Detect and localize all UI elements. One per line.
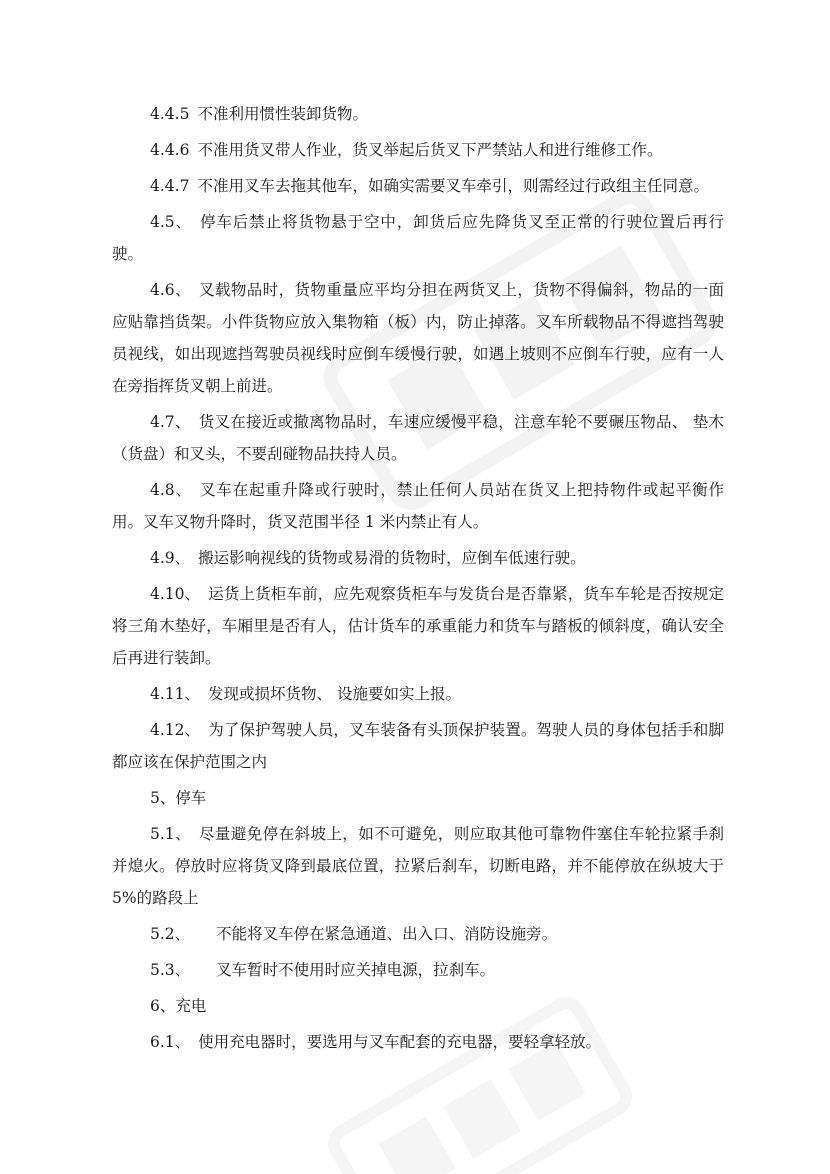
- paragraph-6-1: [112, 1026, 724, 1058]
- clause-text: 叉载物品时，货物重量应平均分担在两货叉上，货物不得偏斜，物品的一面应贴靠挡货架。小件货物应放入集物箱（板）内，防止掉落。叉车所载物品不得遮挡驾驶员视线，如出现遮挡驾驶员视线时应倒车缓慢行驶，如遇上坡则不应倒车行驶，应有一人在旁指挥货叉朝上前进。: [112, 281, 724, 395]
- clause-text: 运货上货柜车前，应先观察货柜车与发货台是否靠紧，货车车轮是否按规定将三角木垫好，车厢里是否有人，估计货车的承重能力和货车与踏板的倾斜度，确认安全后再进行装卸。: [112, 585, 724, 667]
- paragraph-4-10: [112, 578, 724, 674]
- paragraph-4-12: [112, 714, 724, 778]
- clause-text: 不准用货叉带人作业，货叉举起后货叉下严禁站人和进行维修工作。: [197, 141, 663, 159]
- section-heading-parking: 5、停车: [150, 789, 207, 807]
- paragraph-4-5: [112, 206, 724, 270]
- paragraph-4-4-6: [112, 134, 724, 166]
- clause-number: 5.3、: [150, 961, 191, 979]
- paragraph-5-2: [112, 918, 724, 950]
- clause-text: 搬运影响视线的货物或易滑的货物时，应倒车低速行驶。: [198, 549, 586, 567]
- clause-number: 5.2、: [150, 925, 191, 943]
- clause-number: 4.4.6: [150, 141, 190, 159]
- section-heading-charging: 6、充电: [150, 997, 207, 1015]
- paragraph-4-8: [112, 474, 724, 538]
- paragraph-5-3: [112, 954, 724, 986]
- clause-text: 不能将叉车停在紧急通道、出入口、消防设施旁。: [216, 925, 558, 943]
- clause-text: 停车后禁止将货物悬于空中，卸货后应先降货叉至正常的行驶位置后再行驶。: [112, 213, 724, 263]
- clause-text: 叉车在起重升降或行驶时，禁止任何人员站在货叉上把持物件或起平衡作用。叉车叉物升降时，货叉范围半径 1 米内禁止有人。: [112, 481, 724, 531]
- paragraph-4-9: [112, 542, 724, 574]
- paragraph-4-4-5: [112, 98, 724, 130]
- paragraph-5-1: [112, 818, 724, 914]
- clause-text: 叉车暂时不使用时应关掉电源，拉刹车。: [216, 961, 496, 979]
- clause-text: 货叉在接近或撤离物品时，车速应缓慢平稳，注意车轮不要碾压物品、 垫木（货盘）和叉头，不要刮碰物品扶持人员。: [112, 413, 725, 463]
- clause-number: 4.8、: [150, 481, 192, 499]
- document-body: [112, 98, 724, 1062]
- clause-text: 使用充电器时，要选用与叉车配套的充电器，要轻拿轻放。: [198, 1033, 602, 1051]
- clause-number: 4.4.7: [150, 177, 190, 195]
- clause-number: 4.4.5: [150, 105, 190, 123]
- paragraph-4-6: [112, 274, 724, 402]
- clause-text: 发现或损坏货物、 设施要如实上报。: [208, 685, 461, 703]
- clause-number: 4.5、: [150, 213, 192, 231]
- clause-text: 不准利用惯性装卸货物。: [197, 105, 368, 123]
- clause-number: 6.1、: [150, 1033, 191, 1051]
- clause-number: 4.12、: [150, 721, 201, 739]
- clause-number: 4.6、: [150, 281, 191, 299]
- clause-number: 4.7、: [150, 413, 191, 431]
- clause-number: 5.1、: [150, 825, 191, 843]
- clause-number: 4.11、: [150, 685, 201, 703]
- clause-number: 4.10、: [150, 585, 201, 603]
- clause-text: 不准用叉车去拖其他车，如确实需要叉车牵引，则需经过行政组主任同意。: [197, 177, 709, 195]
- paragraph-4-11: [112, 678, 724, 710]
- clause-number: 4.9、: [150, 549, 191, 567]
- paragraph-4-4-7: [112, 170, 724, 202]
- paragraph-4-7: [112, 406, 724, 470]
- clause-text: 尽量避免停在斜坡上，如不可避免，则应取其他可靠物件塞住车轮拉紧手刹并熄火。停放时应将货叉降到最底位置，拉紧后刹车，切断电路，并不能停放在纵坡大于 5%的路段上: [112, 825, 724, 907]
- clause-text: 为了保护驾驶人员，叉车装备有头顶保护装置。驾驶人员的身体包括手和脚都应该在保护范围之内: [112, 721, 724, 771]
